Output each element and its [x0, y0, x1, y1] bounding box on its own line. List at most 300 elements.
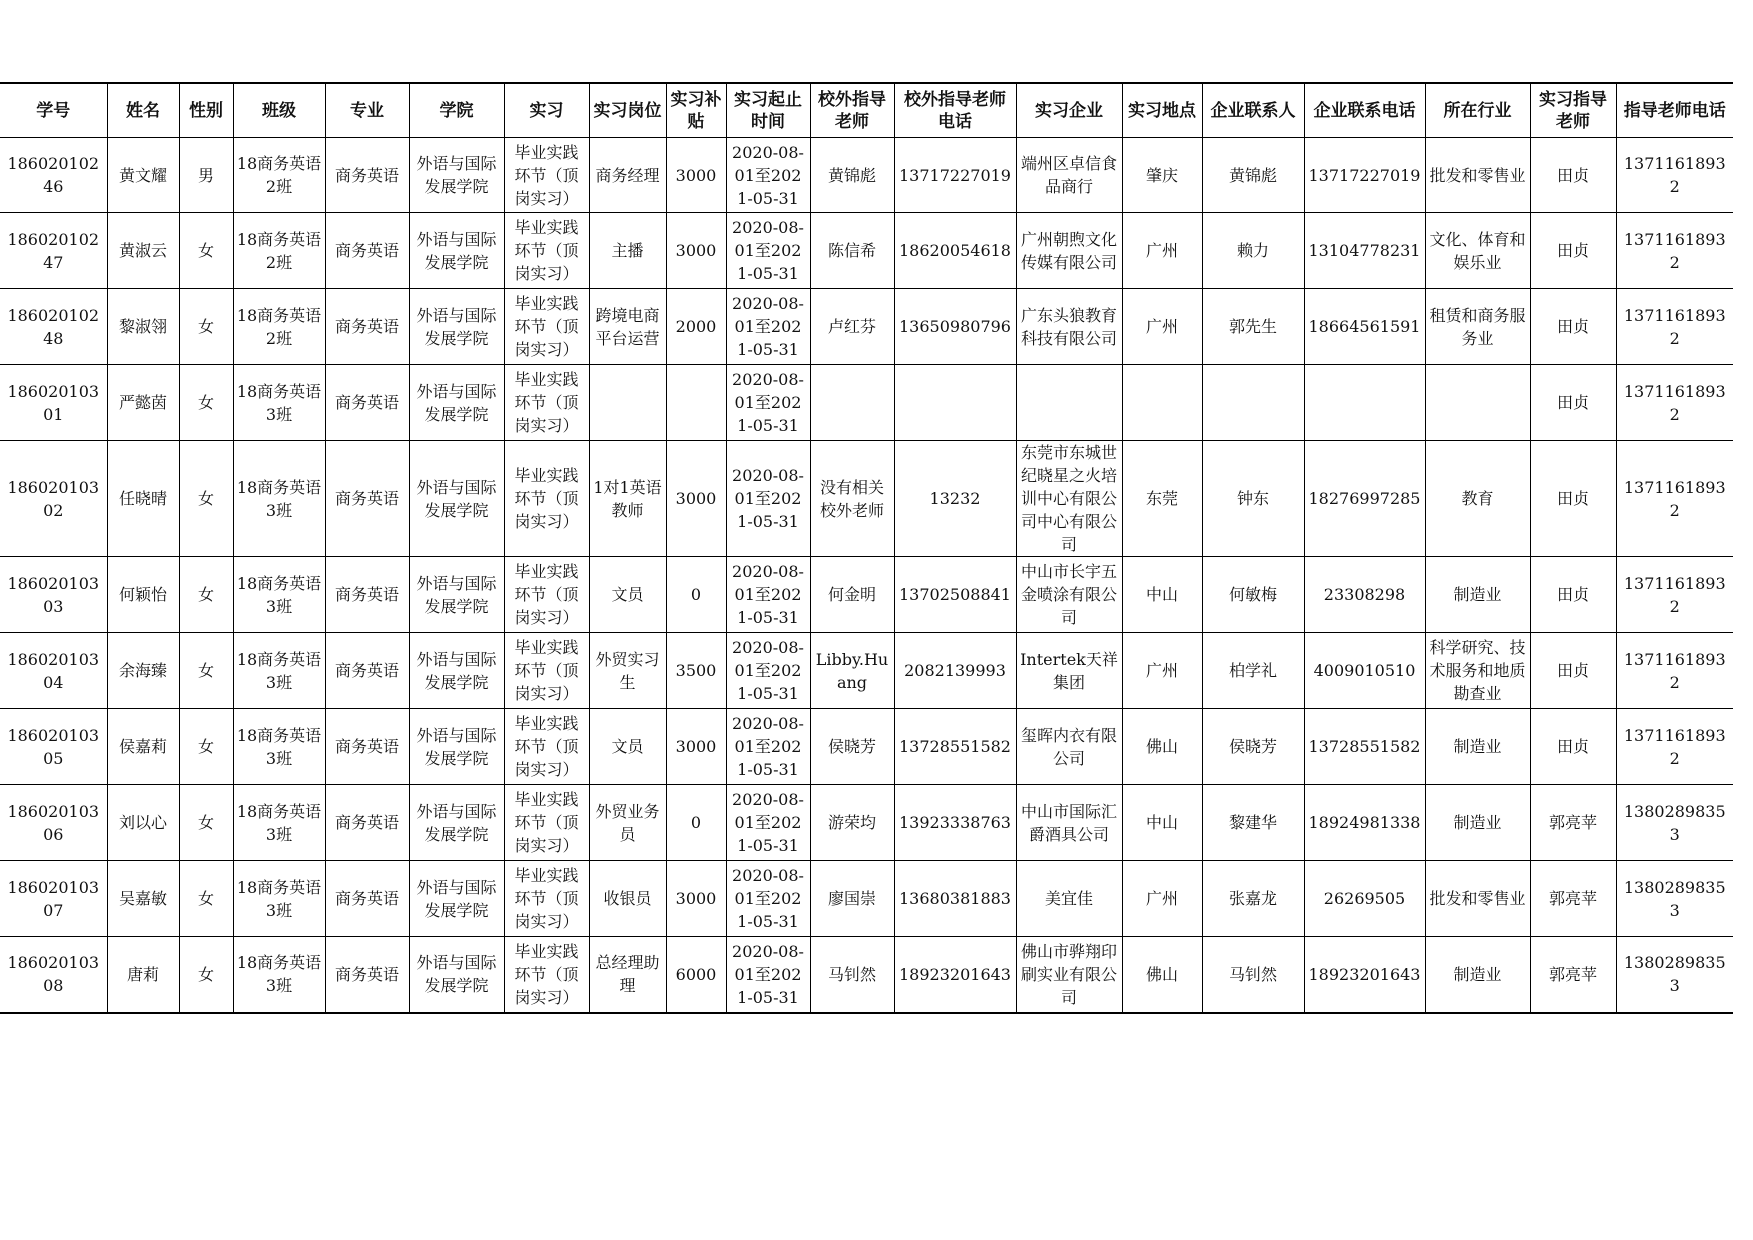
cell-mentor — [1530, 365, 1616, 441]
cell-text: 13711618932 — [1623, 229, 1726, 272]
cell-gender — [179, 633, 233, 709]
cell-external-mentor-phone — [894, 937, 1016, 1013]
cell-text: 3000 — [675, 889, 717, 908]
cell-text: 侯晓芳 — [827, 737, 876, 756]
cell-text: 柏学礼 — [1228, 661, 1277, 680]
cell-text: 3500 — [675, 661, 717, 680]
cell-text: 18602010306 — [7, 801, 100, 844]
cell-text: 没有相关校外老师 — [819, 477, 884, 520]
header-external-mentor: 校外指导老师 — [810, 83, 894, 138]
cell-name — [107, 289, 179, 365]
cell-text: 毕业实践环节（顶岗实习） — [514, 790, 579, 855]
cell-text: 总经理助理 — [595, 953, 660, 996]
cell-text: 田贞 — [1556, 393, 1589, 412]
cell-text: 收银员 — [603, 889, 652, 908]
cell-college — [409, 785, 504, 861]
cell-company — [1016, 557, 1122, 633]
cell-company — [1016, 138, 1122, 213]
cell-text: 外语与国际发展学院 — [416, 477, 497, 520]
cell-text: 26269505 — [1323, 889, 1406, 908]
cell-text: 毕业实践环节（顶岗实习） — [514, 638, 579, 703]
cell-text: 3000 — [675, 241, 717, 260]
cell-external-mentor-phone — [894, 557, 1016, 633]
cell-internship — [504, 138, 589, 213]
cell-text: 商务英语 — [334, 889, 399, 908]
cell-text: 18商务英语3班 — [236, 801, 322, 844]
cell-company-contact — [1202, 138, 1304, 213]
cell-company-contact — [1202, 785, 1304, 861]
cell-text: 广州 — [1145, 889, 1178, 908]
cell-external-mentor-phone — [894, 861, 1016, 937]
cell-text: 18商务英语3班 — [236, 649, 322, 692]
header-period: 实习起止时间 — [726, 83, 810, 138]
cell-college — [409, 861, 504, 937]
header-industry: 所在行业 — [1425, 83, 1530, 138]
cell-subsidy — [666, 213, 726, 289]
cell-mentor — [1530, 785, 1616, 861]
cell-text: 吴嘉敏 — [118, 889, 167, 908]
cell-external-mentor — [810, 785, 894, 861]
cell-mentor-phone — [1616, 861, 1733, 937]
header-internship: 实习 — [504, 83, 589, 138]
cell-location — [1122, 785, 1202, 861]
cell-text: 13680381883 — [899, 889, 1011, 908]
cell-period — [726, 289, 810, 365]
cell-gender — [179, 861, 233, 937]
table-row — [0, 709, 1733, 785]
cell-text: 马钊然 — [827, 964, 876, 984]
cell-location — [1122, 937, 1202, 1013]
cell-subsidy — [666, 785, 726, 861]
cell-text: 18商务英语2班 — [236, 229, 322, 272]
cell-company-phone — [1304, 861, 1425, 937]
cell-mentor — [1530, 441, 1616, 557]
cell-college — [409, 709, 504, 785]
cell-college — [409, 937, 504, 1013]
cell-external-mentor — [810, 213, 894, 289]
table-row — [0, 441, 1733, 557]
cell-major — [325, 557, 409, 633]
cell-text: 毕业实践环节（顶岗实习） — [514, 466, 579, 531]
cell-major — [325, 861, 409, 937]
cell-text: 商务英语 — [334, 317, 399, 336]
cell-external-mentor-phone — [894, 138, 1016, 213]
cell-text: 女 — [197, 317, 214, 336]
cell-major — [325, 365, 409, 441]
cell-text: 何金明 — [827, 585, 876, 604]
cell-company-contact — [1202, 213, 1304, 289]
cell-gender — [179, 441, 233, 557]
cell-text: 13728551582 — [899, 737, 1011, 756]
cell-position — [589, 861, 666, 937]
cell-text: 13711618932 — [1623, 305, 1726, 348]
cell-text: 18924981338 — [1308, 813, 1421, 832]
cell-name — [107, 138, 179, 213]
cell-text: 刘以心 — [118, 813, 167, 832]
cell-internship — [504, 709, 589, 785]
cell-internship — [504, 213, 589, 289]
cell-external-mentor-phone — [894, 289, 1016, 365]
cell-mentor-phone — [1616, 937, 1733, 1013]
cell-industry — [1425, 557, 1530, 633]
cell-external-mentor — [810, 289, 894, 365]
table-body — [0, 138, 1733, 1013]
cell-text: 赖力 — [1236, 241, 1269, 260]
cell-text: 18商务英语3班 — [236, 877, 322, 920]
cell-period — [726, 861, 810, 937]
cell-period — [726, 785, 810, 861]
cell-industry — [1425, 441, 1530, 557]
cell-text: 0 — [690, 585, 702, 604]
cell-mentor-phone — [1616, 213, 1733, 289]
cell-text: 女 — [197, 585, 214, 604]
cell-text: 3000 — [675, 737, 717, 756]
cell-text: 佛山 — [1145, 737, 1178, 756]
cell-text: 1对1英语教师 — [593, 477, 662, 520]
cell-text: 外贸业务员 — [595, 801, 660, 844]
cell-position — [589, 138, 666, 213]
cell-text: 广州 — [1145, 317, 1178, 336]
cell-company — [1016, 289, 1122, 365]
cell-text: 东莞市东城世纪晓星之火培训中心有限公司中心有限公司 — [1020, 443, 1117, 554]
cell-location — [1122, 365, 1202, 441]
table-row — [0, 289, 1733, 365]
cell-text: 3000 — [675, 489, 717, 508]
cell-student-id — [0, 138, 107, 213]
cell-text: 女 — [197, 241, 214, 260]
header-college: 学院 — [409, 83, 504, 138]
cell-industry — [1425, 365, 1530, 441]
cell-college — [409, 633, 504, 709]
cell-text: 张嘉龙 — [1228, 889, 1277, 908]
cell-location — [1122, 557, 1202, 633]
cell-text: 18923201643 — [899, 964, 1011, 984]
cell-gender — [179, 289, 233, 365]
cell-text: 何敏梅 — [1228, 585, 1277, 604]
cell-text: 18602010301 — [7, 381, 100, 424]
cell-text: 外语与国际发展学院 — [416, 154, 497, 196]
cell-internship — [504, 557, 589, 633]
cell-name — [107, 709, 179, 785]
header-gender: 性别 — [179, 83, 233, 138]
cell-student-id — [0, 441, 107, 557]
cell-text: 美宜佳 — [1044, 889, 1093, 908]
cell-major — [325, 785, 409, 861]
cell-text: 马钊然 — [1228, 964, 1277, 984]
cell-text: 2020-08-01至2021-05-31 — [732, 370, 804, 435]
cell-student-id — [0, 289, 107, 365]
cell-text: 批发和零售业 — [1429, 165, 1526, 185]
cell-major — [325, 709, 409, 785]
cell-name — [107, 557, 179, 633]
cell-text: 田贞 — [1556, 737, 1589, 756]
table-row — [0, 213, 1733, 289]
cell-text: 中山市长宇五金喷涂有限公司 — [1020, 562, 1117, 627]
cell-text: 制造业 — [1453, 964, 1502, 984]
cell-position — [589, 633, 666, 709]
cell-gender — [179, 785, 233, 861]
cell-company-phone — [1304, 709, 1425, 785]
table-row — [0, 861, 1733, 937]
cell-gender — [179, 213, 233, 289]
cell-text: 13711618932 — [1623, 477, 1726, 520]
cell-text: 外语与国际发展学院 — [416, 573, 497, 616]
cell-company-phone — [1304, 937, 1425, 1013]
cell-text: 18602010304 — [7, 649, 100, 692]
cell-position — [589, 937, 666, 1013]
cell-text: 廖国崇 — [827, 889, 876, 908]
cell-text: 主播 — [611, 241, 644, 260]
cell-class — [233, 289, 325, 365]
cell-mentor — [1530, 213, 1616, 289]
cell-text: 18商务英语2班 — [236, 305, 322, 348]
cell-text: 18商务英语3班 — [236, 725, 322, 768]
cell-company — [1016, 213, 1122, 289]
cell-text: 外语与国际发展学院 — [416, 953, 497, 996]
cell-text: 2020-08-01至2021-05-31 — [732, 638, 804, 703]
cell-text: 18602010302 — [7, 477, 100, 520]
cell-text: 外语与国际发展学院 — [416, 381, 497, 424]
cell-external-mentor-phone — [894, 213, 1016, 289]
cell-text: 侯嘉莉 — [118, 737, 167, 756]
cell-text: 13711618932 — [1623, 381, 1726, 424]
cell-text: 端州区卓信食品商行 — [1020, 154, 1117, 196]
cell-mentor — [1530, 633, 1616, 709]
table-row — [0, 937, 1733, 1013]
cell-text: 女 — [197, 661, 214, 680]
cell-internship — [504, 289, 589, 365]
cell-company — [1016, 937, 1122, 1013]
cell-text: 毕业实践环节（顶岗实习） — [514, 370, 579, 435]
cell-period — [726, 937, 810, 1013]
cell-text: 田贞 — [1556, 165, 1589, 185]
cell-location — [1122, 441, 1202, 557]
cell-text: 田贞 — [1556, 661, 1589, 680]
cell-external-mentor-phone — [894, 441, 1016, 557]
cell-text: 毕业实践环节（顶岗实习） — [514, 941, 579, 1007]
cell-text: 18664561591 — [1308, 317, 1421, 336]
cell-text: 毕业实践环节（顶岗实习） — [514, 142, 579, 208]
cell-internship — [504, 633, 589, 709]
cell-company — [1016, 441, 1122, 557]
cell-external-mentor — [810, 365, 894, 441]
cell-subsidy — [666, 633, 726, 709]
cell-text: 18602010305 — [7, 725, 100, 768]
cell-text: 18商务英语3班 — [236, 477, 322, 520]
header-location: 实习地点 — [1122, 83, 1202, 138]
cell-company-contact — [1202, 365, 1304, 441]
cell-company — [1016, 709, 1122, 785]
cell-text: 文员 — [611, 737, 644, 756]
cell-text: 13802898353 — [1623, 801, 1726, 844]
cell-text: 制造业 — [1453, 585, 1502, 604]
cell-text: 女 — [197, 489, 214, 508]
cell-college — [409, 138, 504, 213]
cell-text: 佛山市骅翔印刷实业有限公司 — [1020, 941, 1117, 1007]
cell-name — [107, 861, 179, 937]
cell-text: 黄淑云 — [118, 241, 167, 260]
cell-text: 18602010307 — [7, 877, 100, 920]
cell-company-contact — [1202, 557, 1304, 633]
cell-period — [726, 213, 810, 289]
table-row — [0, 138, 1733, 213]
cell-text: 外语与国际发展学院 — [416, 877, 497, 920]
cell-internship — [504, 937, 589, 1013]
cell-industry — [1425, 289, 1530, 365]
cell-text: 东莞 — [1145, 489, 1178, 508]
cell-subsidy — [666, 709, 726, 785]
cell-text: 2020-08-01至2021-05-31 — [732, 941, 804, 1007]
cell-mentor-phone — [1616, 709, 1733, 785]
cell-text: 13711618932 — [1623, 154, 1726, 196]
header-position: 实习岗位 — [589, 83, 666, 138]
cell-text: 郭先生 — [1228, 317, 1277, 336]
cell-text: 18620054618 — [899, 241, 1011, 260]
cell-industry — [1425, 861, 1530, 937]
cell-text: 制造业 — [1453, 737, 1502, 756]
cell-text: 2020-08-01至2021-05-31 — [732, 562, 804, 627]
cell-text: 2020-08-01至2021-05-31 — [732, 218, 804, 283]
cell-period — [726, 709, 810, 785]
cell-text: 6000 — [675, 964, 717, 984]
cell-text: 租赁和商务服务业 — [1429, 305, 1526, 348]
cell-company-contact — [1202, 633, 1304, 709]
table-row — [0, 557, 1733, 633]
cell-period — [726, 365, 810, 441]
cell-text: 广州 — [1145, 241, 1178, 260]
cell-company — [1016, 861, 1122, 937]
cell-text: 2020-08-01至2021-05-31 — [732, 790, 804, 855]
cell-text: 郭亮苹 — [1548, 964, 1597, 984]
cell-text: 外语与国际发展学院 — [416, 229, 497, 272]
cell-text: 毕业实践环节（顶岗实习） — [514, 714, 579, 779]
cell-internship — [504, 861, 589, 937]
cell-college — [409, 441, 504, 557]
cell-text: 田贞 — [1556, 489, 1589, 508]
cell-text: 钟东 — [1236, 489, 1269, 508]
cell-text: 18276997285 — [1308, 489, 1421, 508]
cell-text: 女 — [197, 889, 214, 908]
cell-student-id — [0, 709, 107, 785]
cell-position — [589, 365, 666, 441]
cell-text: 13711618932 — [1623, 573, 1726, 616]
cell-period — [726, 633, 810, 709]
cell-class — [233, 365, 325, 441]
cell-text: 田贞 — [1556, 317, 1589, 336]
cell-text: 2020-08-01至2021-05-31 — [732, 294, 804, 359]
cell-external-mentor-phone — [894, 365, 1016, 441]
cell-major — [325, 138, 409, 213]
cell-subsidy — [666, 441, 726, 557]
header-company-phone: 企业联系电话 — [1304, 83, 1425, 138]
cell-text: 女 — [197, 737, 214, 756]
cell-mentor-phone — [1616, 557, 1733, 633]
cell-text: 商务英语 — [334, 393, 399, 412]
cell-period — [726, 441, 810, 557]
cell-text: Libby.Huang — [815, 649, 889, 692]
cell-position — [589, 785, 666, 861]
cell-text: 商务英语 — [334, 813, 399, 832]
cell-company-phone — [1304, 633, 1425, 709]
cell-text: 商务英语 — [334, 489, 399, 508]
header-major: 专业 — [325, 83, 409, 138]
cell-text: 2020-08-01至2021-05-31 — [732, 466, 804, 531]
cell-location — [1122, 289, 1202, 365]
cell-text: 郭亮苹 — [1548, 813, 1597, 832]
cell-company — [1016, 785, 1122, 861]
cell-college — [409, 365, 504, 441]
cell-position — [589, 213, 666, 289]
cell-text: 2020-08-01至2021-05-31 — [732, 714, 804, 779]
cell-text: 男 — [197, 165, 214, 185]
cell-company-contact — [1202, 289, 1304, 365]
cell-name — [107, 213, 179, 289]
cell-external-mentor-phone — [894, 709, 1016, 785]
cell-major — [325, 633, 409, 709]
cell-gender — [179, 709, 233, 785]
cell-text: 跨境电商平台运营 — [595, 305, 660, 348]
cell-text: 18商务英语3班 — [236, 953, 322, 996]
cell-mentor — [1530, 138, 1616, 213]
cell-class — [233, 785, 325, 861]
cell-student-id — [0, 633, 107, 709]
cell-student-id — [0, 365, 107, 441]
cell-class — [233, 138, 325, 213]
cell-text: 23308298 — [1323, 585, 1406, 604]
cell-text: 中山 — [1145, 585, 1178, 604]
cell-text: 毕业实践环节（顶岗实习） — [514, 562, 579, 627]
cell-external-mentor-phone — [894, 785, 1016, 861]
cell-mentor-phone — [1616, 441, 1733, 557]
cell-company — [1016, 633, 1122, 709]
cell-text: 13232 — [929, 489, 981, 508]
cell-text: 任晓晴 — [118, 489, 167, 508]
cell-text: 外语与国际发展学院 — [416, 305, 497, 348]
cell-text: 18商务英语2班 — [236, 154, 322, 196]
cell-text: 外语与国际发展学院 — [416, 801, 497, 844]
cell-external-mentor — [810, 861, 894, 937]
cell-mentor — [1530, 937, 1616, 1013]
cell-text: 0 — [690, 813, 702, 832]
cell-mentor — [1530, 557, 1616, 633]
cell-text: 商务英语 — [334, 737, 399, 756]
cell-company-contact — [1202, 861, 1304, 937]
cell-class — [233, 441, 325, 557]
cell-student-id — [0, 937, 107, 1013]
cell-text: 商务英语 — [334, 964, 399, 984]
cell-external-mentor — [810, 937, 894, 1013]
cell-position — [589, 441, 666, 557]
cell-student-id — [0, 785, 107, 861]
cell-company-phone — [1304, 557, 1425, 633]
cell-text: 女 — [197, 964, 214, 984]
table-row — [0, 365, 1733, 441]
cell-text: 13802898353 — [1623, 877, 1726, 920]
cell-external-mentor — [810, 633, 894, 709]
cell-text: 13717227019 — [1308, 165, 1421, 185]
cell-company-contact — [1202, 937, 1304, 1013]
cell-text: 科学研究、技术服务和地质勘查业 — [1429, 638, 1526, 703]
cell-company-phone — [1304, 138, 1425, 213]
cell-text: 黄文耀 — [118, 165, 167, 185]
cell-text: 郭亮苹 — [1548, 889, 1597, 908]
cell-company-phone — [1304, 289, 1425, 365]
header-subsidy: 实习补贴 — [666, 83, 726, 138]
cell-text: 教育 — [1461, 489, 1494, 508]
cell-text: 黄锦彪 — [827, 165, 876, 185]
cell-location — [1122, 709, 1202, 785]
cell-college — [409, 213, 504, 289]
